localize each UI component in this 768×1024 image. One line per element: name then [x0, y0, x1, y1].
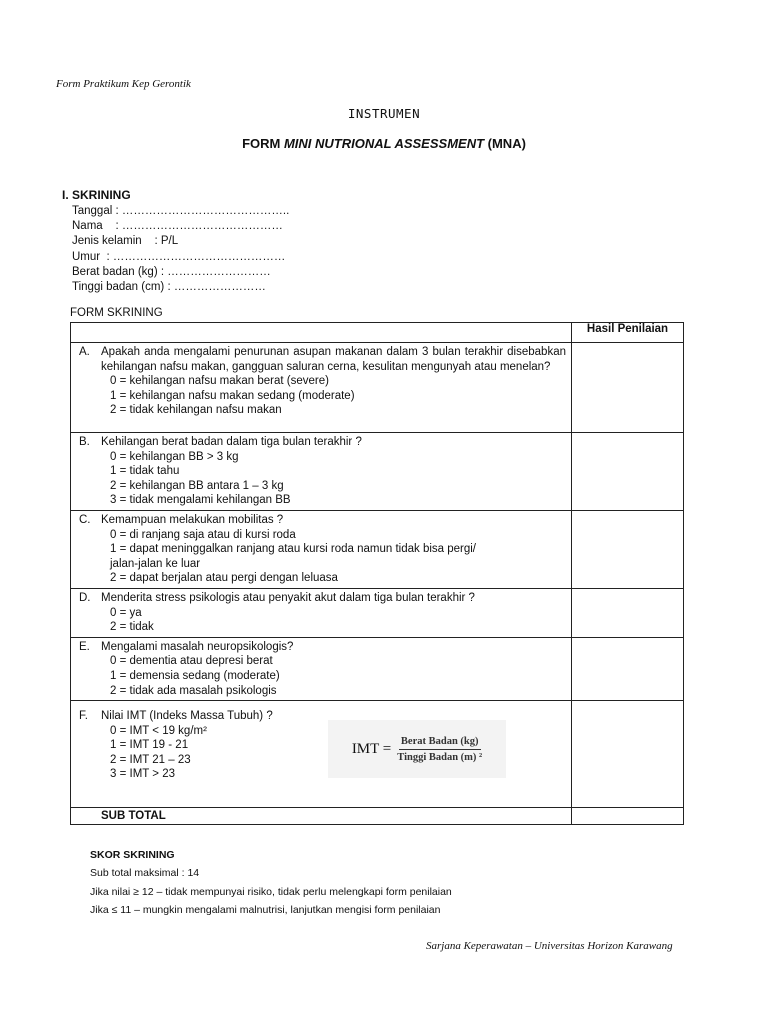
option: 1 = dapat meninggalkan ranjang atau kursi roda namun tidak bisa pergi/ [110, 543, 477, 556]
skor-line: Sub total maksimal : 14 [90, 867, 200, 880]
table-row [71, 637, 684, 700]
identity-fields [72, 204, 289, 295]
subtotal-label: SUB TOTAL [71, 808, 572, 825]
option: 3 = tidak mengalami kehilangan BB [110, 494, 291, 507]
option: 2 = tidak kehilangan nafsu makan [110, 404, 282, 417]
footer-note: Sarjana Keperawatan – Universitas Horizon Karawang [426, 940, 673, 952]
skor-title: SKOR SKRINING [90, 849, 175, 861]
imt-formula-image [328, 720, 506, 778]
skor-skrining [90, 846, 452, 920]
table-header-row [71, 323, 684, 343]
table-row [71, 588, 684, 637]
skor-line: Jika ≤ 11 – mungkin mengalami malnutrisi, lanjutkan mengisi form penilaian [90, 904, 441, 917]
question-letter: A. [79, 346, 90, 358]
skor-line: Jika nilai ≥ 12 – tidak mempunyai risiko, tidak perlu melengkapi form penilaian [90, 885, 452, 898]
result-cell-b[interactable] [572, 433, 684, 511]
identity-tinggi-badan: Tinggi badan (cm) : …………………… [72, 281, 266, 294]
option: 3 = IMT > 23 [110, 768, 175, 781]
question-letter: F. [79, 710, 88, 723]
question-c [71, 510, 572, 588]
imt-fraction [397, 736, 482, 763]
question-a [71, 343, 572, 433]
option: 0 = kehilangan BB > 3 kg [110, 450, 239, 463]
header-result-cell: Hasil Penilaian [572, 323, 684, 343]
table-row [71, 343, 684, 433]
identity-berat-badan: Berat badan (kg) : ……………………… [72, 265, 271, 278]
result-cell-e[interactable] [572, 637, 684, 700]
form-skrining-label: FORM SKRINING [70, 307, 163, 319]
result-cell-a[interactable] [572, 343, 684, 433]
question-text: Nilai IMT (Indeks Massa Tubuh) ? [101, 710, 273, 723]
question-text: Menderita stress psikologis atau penyakit akut dalam tiga bulan terakhir ? [101, 591, 475, 604]
header-question-cell [71, 323, 572, 343]
option: 2 = tidak ada masalah psikologis [110, 684, 277, 697]
option: 2 = IMT 21 – 23 [110, 753, 191, 766]
option: 2 = kehilangan BB antara 1 – 3 kg [110, 479, 284, 492]
subtotal-value-cell[interactable] [572, 808, 684, 825]
question-letter: C. [79, 513, 91, 526]
subtitle-italic: MINI NUTRIONAL ASSESSMENT [283, 136, 485, 151]
option: 0 = ya [110, 606, 142, 619]
option: 0 = IMT < 19 kg/m² [110, 724, 207, 737]
subtotal-row [71, 808, 684, 825]
subtitle-prefix: FORM [242, 136, 284, 151]
question-letter: E. [79, 640, 90, 653]
header-note: Form Praktikum Kep Gerontik [56, 78, 191, 90]
option: 2 = tidak [110, 621, 154, 634]
document-title: INSTRUMEN [347, 106, 421, 121]
imt-formula-lhs: IMT = [351, 740, 392, 757]
result-cell-c[interactable] [572, 510, 684, 588]
question-letter: D. [79, 591, 91, 604]
identity-jenis-kelamin: Jenis kelamin : P/L [72, 235, 179, 248]
table-row [71, 510, 684, 588]
imt-numerator: Berat Badan (kg) [399, 736, 481, 750]
question-text: Kehilangan berat badan dalam tiga bulan terakhir ? [101, 436, 362, 448]
question-b [71, 433, 572, 511]
option: 0 = dementia atau depresi berat [110, 655, 273, 668]
option: 0 = di ranjang saja atau di kursi roda [110, 528, 296, 541]
option: 1 = kehilangan nafsu makan sedang (moderate) [110, 389, 355, 402]
option: jalan-jalan ke luar [110, 557, 201, 570]
option: 0 = kehilangan nafsu makan berat (severe) [110, 375, 329, 388]
identity-nama: Nama : …………………………………… [72, 220, 283, 233]
document-subtitle [0, 136, 768, 151]
option: 1 = demensia sedang (moderate) [110, 669, 280, 682]
imt-denominator: Tinggi Badan (m) ² [397, 751, 483, 763]
table-row [71, 433, 684, 511]
option: 1 = tidak tahu [110, 465, 180, 478]
identity-tanggal: Tanggal : …………………………………….. [72, 205, 290, 217]
section-heading: I. SKRINING [62, 188, 131, 202]
subtitle-suffix: (MNA) [484, 136, 526, 151]
question-text: Apakah anda mengalami penurunan asupan makanan dalam 3 bulan terakhir disebabkan kehilangan nafsu makan, gangguan saluran cerna, kesulitan mengunyah atau menelan? [101, 346, 566, 373]
question-letter: B. [79, 436, 90, 448]
question-text: Kemampuan melakukan mobilitas ? [101, 513, 284, 526]
question-text: Mengalami masalah neuropsikologis? [101, 640, 294, 653]
question-e [71, 637, 572, 700]
result-cell-d[interactable] [572, 588, 684, 637]
identity-umur: Umur : ……………………………………… [72, 250, 286, 263]
question-d [71, 588, 572, 637]
result-cell-f[interactable] [572, 701, 684, 808]
option: 2 = dapat berjalan atau pergi dengan leluasa [110, 572, 338, 585]
option: 1 = IMT 19 - 21 [110, 739, 189, 752]
